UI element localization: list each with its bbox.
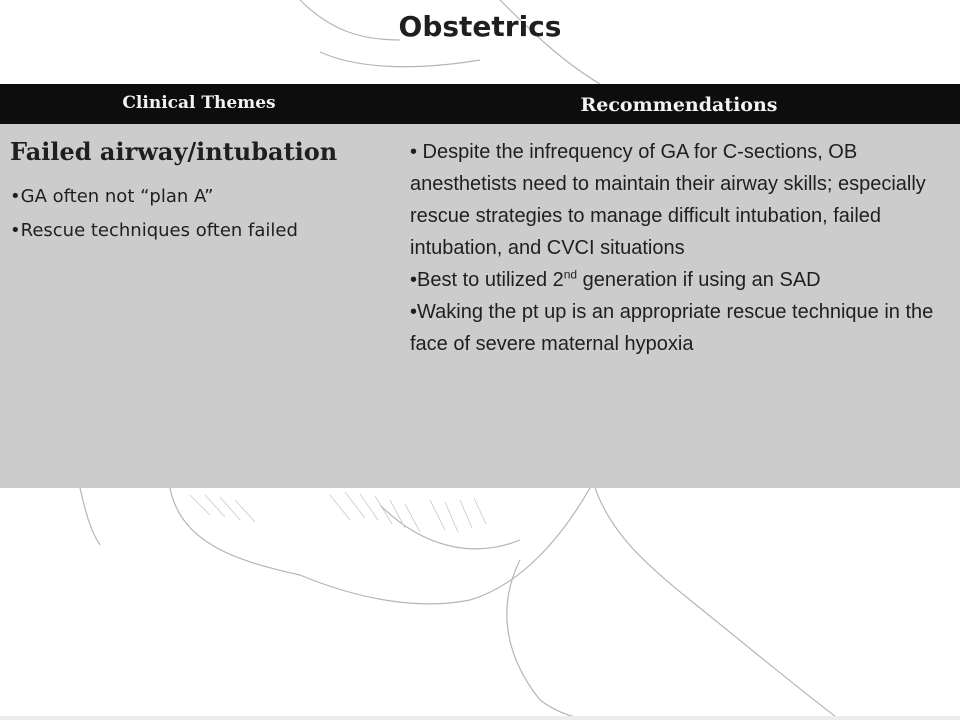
list-item: •GA often not “plan A”	[10, 186, 214, 207]
bottom-divider	[0, 716, 960, 720]
recommendations-header: Recommendations	[398, 84, 960, 124]
clinical-themes-column	[10, 134, 390, 252]
recommendations-column	[410, 136, 945, 360]
ordinal-suffix: nd	[563, 267, 578, 282]
clinical-themes-header: Clinical Themes	[0, 84, 398, 124]
list-item: •Rescue techniques often failed	[10, 220, 298, 241]
recommendation-item: • Despite the infrequency of GA for C-sections, OB anesthetists need to maintain their airway skills; especially rescue strategies to manage difficult intubation, failed intubation, and CVCI situations	[410, 141, 926, 259]
recommendation-item: •Waking the pt up is an appropriate rescue technique in the face of severe maternal hypoxia	[410, 301, 934, 355]
table-body	[0, 124, 960, 488]
theme-title: Failed airway/intubation	[10, 137, 338, 166]
page-title: Obstetrics	[398, 10, 562, 43]
recommendation-text: generation if using an SAD	[577, 269, 821, 291]
recommendation-text: •Best to utilized 2	[410, 269, 564, 291]
recommendation-item	[410, 264, 945, 296]
